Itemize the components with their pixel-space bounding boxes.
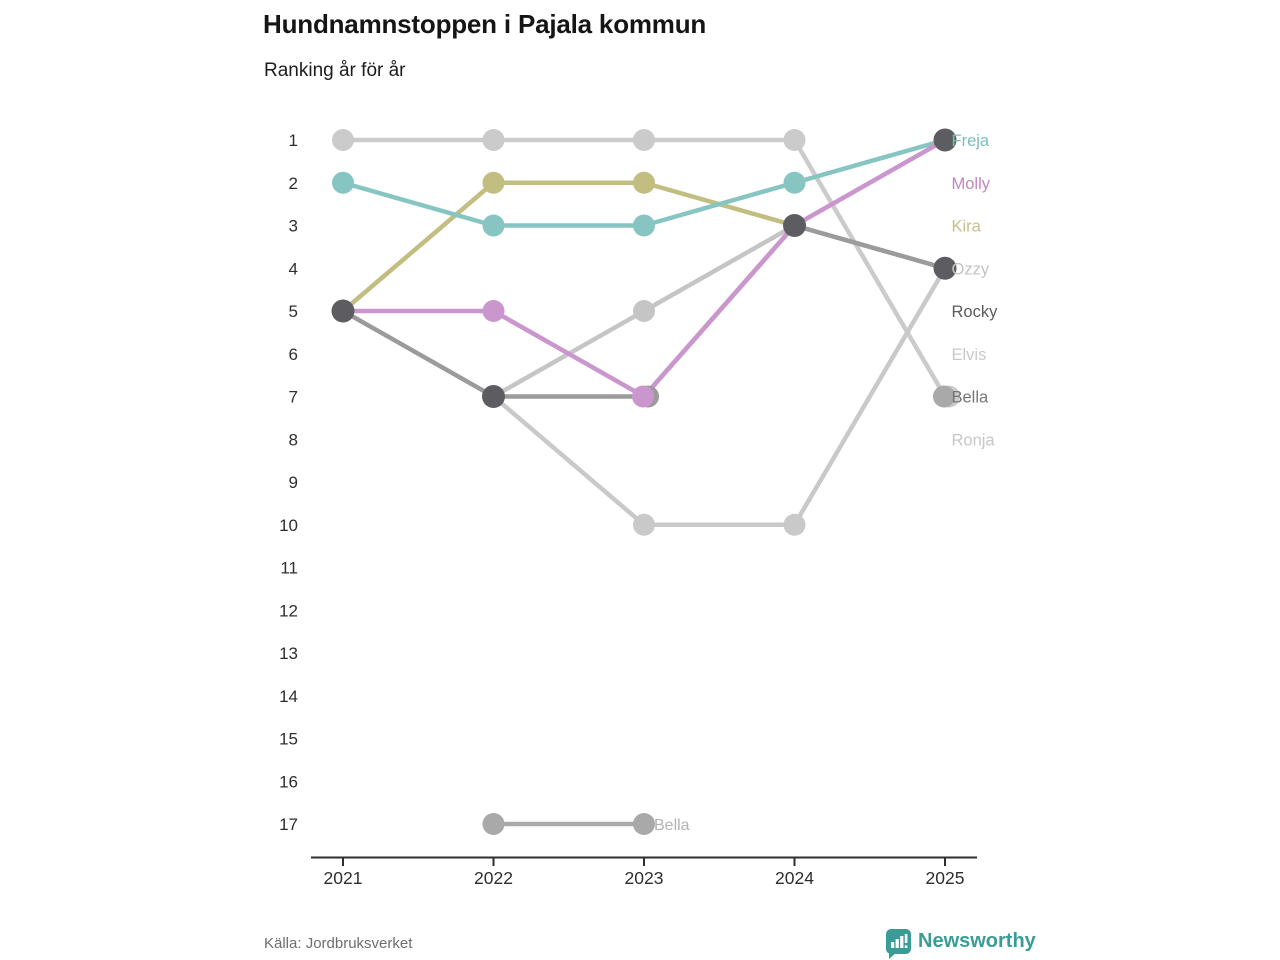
- tie-point: [332, 300, 355, 323]
- data-point-freja: [332, 172, 354, 194]
- series-label-ronja: Ronja: [951, 431, 995, 450]
- y-axis-tick-label: 8: [288, 430, 298, 450]
- series-label-ozzy: Ozzy: [951, 260, 990, 279]
- y-axis-tick-label: 16: [279, 772, 298, 792]
- newsworthy-chart-bubble-icon: [886, 929, 911, 954]
- x-axis-year-label: 2025: [925, 868, 965, 888]
- x-axis-year-label: 2024: [775, 868, 814, 888]
- y-axis-tick-label: 3: [288, 216, 298, 236]
- data-point-kira: [483, 172, 505, 194]
- x-axis-year-label: 2023: [624, 868, 664, 888]
- data-point-ronja: [784, 129, 806, 151]
- y-axis-tick-label: 14: [279, 686, 298, 706]
- newsworthy-wordmark: Newsworthy: [918, 930, 1036, 952]
- data-point-elvis: [784, 514, 806, 536]
- y-axis-tick-label: 10: [279, 515, 298, 535]
- data-point-freja: [784, 172, 806, 194]
- y-axis-tick-label: 9: [288, 473, 298, 492]
- data-point-bella: [483, 813, 505, 835]
- y-axis-tick-label: 5: [288, 302, 298, 321]
- y-axis-tick-label: 4: [288, 259, 298, 279]
- y-axis-tick-label: 1: [288, 131, 298, 150]
- y-axis-tick-label: 12: [279, 601, 298, 621]
- inline-label-bella: Bella: [654, 817, 690, 834]
- y-axis-tick-label: 17: [279, 815, 298, 834]
- y-axis-tick-label: 13: [279, 644, 298, 663]
- data-point-kira: [633, 172, 655, 194]
- series-label-kira: Kira: [951, 217, 981, 236]
- data-point-ronja: [332, 129, 354, 151]
- y-axis-tick-label: 11: [280, 558, 298, 578]
- series-label-freja: Freja: [951, 132, 990, 150]
- x-axis-year-label: 2021: [323, 868, 363, 888]
- page-title: Hundnamnstoppen i Pajala kommun: [263, 9, 707, 39]
- series-label-elvis: Elvis: [951, 345, 987, 364]
- data-point-molly: [632, 386, 654, 408]
- data-point-ozzy: [633, 300, 655, 322]
- tie-point: [783, 214, 806, 237]
- series-label-bella: Bella: [951, 388, 989, 407]
- series-label-molly: Molly: [951, 174, 991, 193]
- series-label-rocky: Rocky: [951, 303, 998, 321]
- data-point-bella: [633, 813, 655, 835]
- y-axis-tick-label: 6: [288, 344, 298, 364]
- data-point-ronja: [633, 129, 655, 151]
- data-point-freja: [633, 215, 655, 237]
- y-axis-tick-label: 2: [288, 173, 298, 193]
- dots-layer: [332, 129, 961, 836]
- data-point-freja: [483, 215, 505, 237]
- chart-subtitle: Ranking år för år: [264, 60, 406, 81]
- y-axis-tick-label: 15: [279, 729, 298, 749]
- source-note: Källa: Jordbruksverket: [264, 935, 413, 952]
- data-point-elvis: [633, 514, 655, 536]
- y-axis-tick-label: 7: [288, 387, 298, 407]
- data-point-molly: [483, 300, 505, 322]
- data-point-ronja: [483, 129, 505, 151]
- newsworthy-logo: [886, 929, 1036, 954]
- tie-point: [482, 385, 505, 408]
- x-axis-year-label: 2022: [474, 868, 513, 888]
